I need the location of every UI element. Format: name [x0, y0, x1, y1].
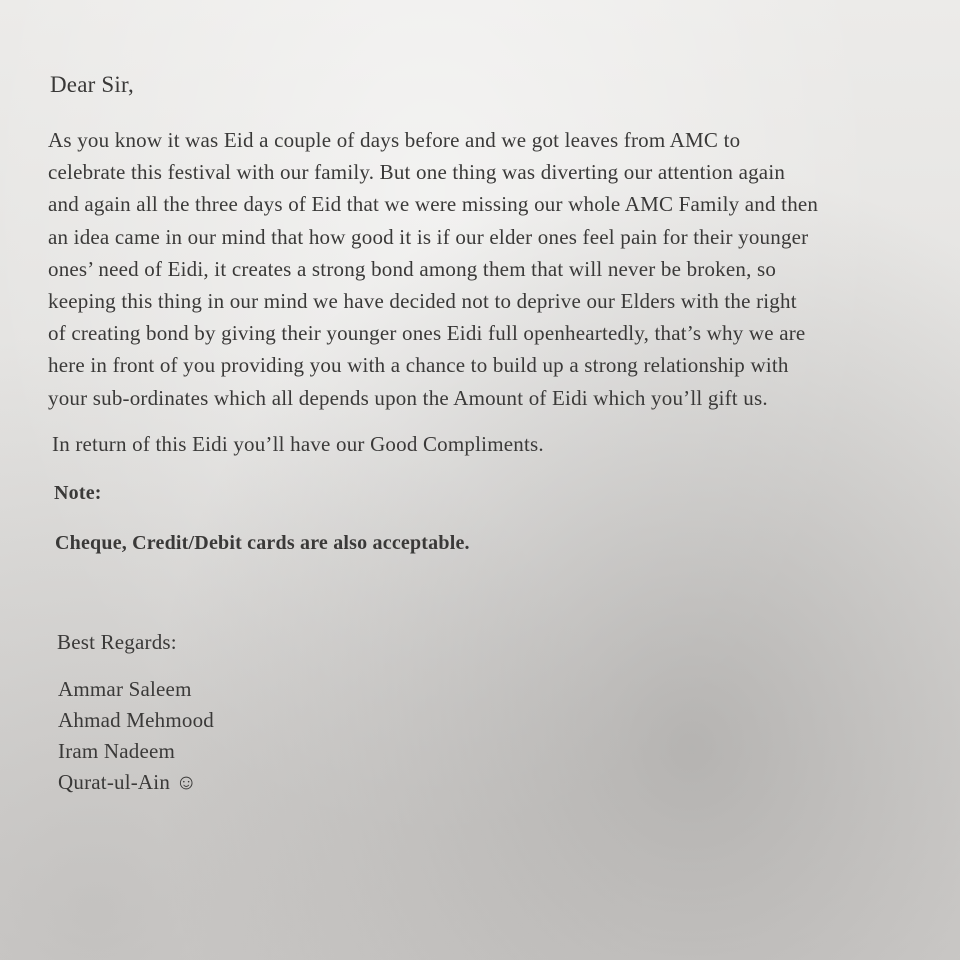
note-text: Cheque, Credit/Debit cards are also acceptable. [55, 531, 470, 554]
signature-name: Iram Nadeem [58, 738, 176, 763]
salutation: Dear Sir, [50, 72, 134, 97]
signature-name: Qurat-ul-Ain ☺ [58, 769, 198, 794]
signature-name: Ahmad Mehmood [58, 707, 214, 732]
signature-name: Ammar Saleem [58, 676, 192, 701]
note-label: Note: [54, 481, 102, 504]
return-line: In return of this Eidi you’ll have our Good Compliments. [52, 431, 544, 456]
letter-body: As you know it was Eid a couple of days before and we got leaves from AMC to celebrate this festival with our family. But one thing was diverting our attention again and again all the three days of Eid that we were missing our whole AMC Family and then an idea came in our mind that how good it is if our elder ones feel pain for their younger ones’ need of Eidi, it creates a strong bond among them that will never be broken, so keeping this thing in our mind we have decided not to deprive our Elders with the right of creating bond by giving their younger ones Eidi full openheartedly, that’s why we are here in front of you providing you with a chance to build up a strong relationship with your sub-ordinates which all depends upon the Amount of Eidi which you’ll gift us. [48, 128, 819, 410]
signature-list [58, 674, 938, 798]
closing: Best Regards: [57, 629, 177, 654]
letter [48, 66, 938, 798]
